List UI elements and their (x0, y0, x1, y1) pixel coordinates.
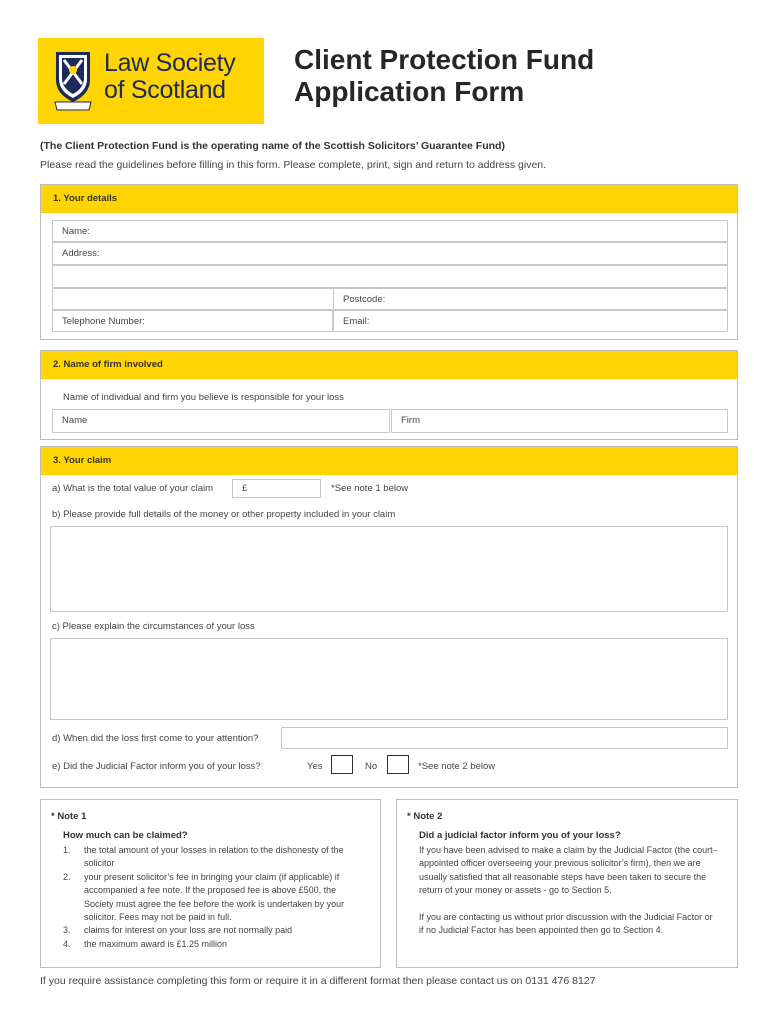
form-title-line2: Application Form (294, 76, 525, 107)
claim-details-question: b) Please provide full details of the money or other property included in your claim (52, 509, 396, 520)
list-number: 4. (63, 938, 71, 949)
form-title (294, 44, 594, 108)
currency-symbol: £ (242, 483, 248, 494)
list-text: claims for interest on your loss are not normally paid (84, 925, 293, 936)
section-heading: 1. Your details (41, 185, 737, 213)
note2-heading: * Note 2 (407, 811, 443, 822)
organisation-name-line1: Law Society (104, 49, 236, 77)
firm-field[interactable] (391, 409, 728, 433)
list-item (63, 844, 363, 871)
firm-instruction: Name of individual and firm you believe is responsible for your loss (63, 392, 344, 403)
postcode-field[interactable] (333, 288, 728, 310)
claim-details-textarea[interactable] (50, 526, 728, 612)
list-text: the total amount of your losses in relation to the dishonesty of the solicitor (84, 845, 344, 869)
individual-name-field[interactable] (52, 409, 390, 433)
loss-circumstances-textarea[interactable] (50, 638, 728, 720)
email-label: Email: (343, 316, 370, 327)
note2-subheading: Did a judicial factor inform you of your loss? (419, 830, 621, 841)
loss-date-question: d) When did the loss first come to your attention? (52, 733, 259, 744)
claim-value-input[interactable] (232, 479, 321, 498)
telephone-label: Telephone Number: (62, 316, 145, 327)
note2-reference: *See note 2 below (418, 761, 496, 772)
section-your-claim (40, 446, 738, 788)
note2-paragraph: If you are contacting us without prior discussion with the Judicial Factor or if no Judicial Factor has been appointed then go to Section 4. (419, 912, 713, 936)
note1-subheading: How much can be claimed? (63, 830, 188, 841)
list-text: the maximum award is £1.25 million (84, 938, 228, 949)
form-title-line1: Client Protection Fund (294, 44, 595, 75)
yes-label: Yes (307, 761, 323, 772)
organisation-name (104, 50, 236, 104)
postcode-label: Postcode: (343, 294, 386, 305)
loss-circumstances-question: c) Please explain the circumstances of your loss (52, 621, 255, 632)
list-item (63, 924, 363, 937)
name-field[interactable] (52, 220, 728, 242)
law-society-logo (38, 38, 264, 124)
no-label: No (365, 761, 378, 772)
list-item (63, 938, 363, 951)
individual-name-label: Name (62, 415, 88, 426)
address-line3-field[interactable] (52, 288, 344, 310)
section-heading: 3. Your claim (41, 447, 737, 475)
list-text: your present solicitor’s fee in bringing your claim (if applicable) if accompanied a fee note. If the proposed fee is above £500, the Society must agree the fee before the work is undertaken by your solicitor. Fees may not be paid in full. (84, 871, 345, 923)
footer-contact-text: If you require assistance completing this form or require it in a different format then please contact us on 0131 476 8127 (40, 975, 596, 987)
note1-heading: * Note 1 (51, 811, 87, 822)
list-item (63, 871, 363, 925)
fund-name-note: (The Client Protection Fund is the operating name of the Scottish Solicitors’ Guarantee Fund) (40, 140, 505, 152)
list-number: 3. (63, 925, 71, 936)
firm-label: Firm (401, 415, 420, 426)
section-your-details (40, 184, 738, 340)
crest-icon (52, 48, 94, 112)
yes-checkbox[interactable] (331, 755, 353, 774)
loss-date-input[interactable] (281, 727, 728, 749)
address-line2-field[interactable] (52, 265, 728, 288)
note2-box (396, 799, 738, 968)
list-number: 2. (63, 871, 71, 882)
list-number: 1. (63, 845, 71, 855)
note2-paragraph: If you have been advised to make a claim by the Judicial Factor (the court–appointed officer overseeing your previous solicitor’s firm), then we are usually satisfied that all reasonable steps have been taken to secure the return of your money or assets - go to Section 5. (419, 845, 718, 896)
note1-box (40, 799, 381, 968)
telephone-field[interactable] (52, 310, 333, 332)
judicial-factor-question: e) Did the Judicial Factor inform you of your loss? (52, 761, 261, 772)
organisation-name-line2: of Scotland (104, 76, 226, 104)
instructions-text: Please read the guidelines before filling in this form. Please complete, print, sign and return to address given. (40, 159, 547, 171)
note1-list (63, 844, 363, 951)
claim-value-question: a) What is the total value of your claim (52, 483, 214, 494)
address-field[interactable] (52, 242, 728, 265)
email-field[interactable] (333, 310, 728, 332)
address-label: Address: (62, 248, 100, 259)
section-heading: 2. Name of firm involved (41, 351, 737, 379)
note1-reference: *See note 1 below (331, 483, 409, 494)
section-firm-involved (40, 350, 738, 440)
name-label: Name: (62, 226, 90, 237)
no-checkbox[interactable] (387, 755, 409, 774)
